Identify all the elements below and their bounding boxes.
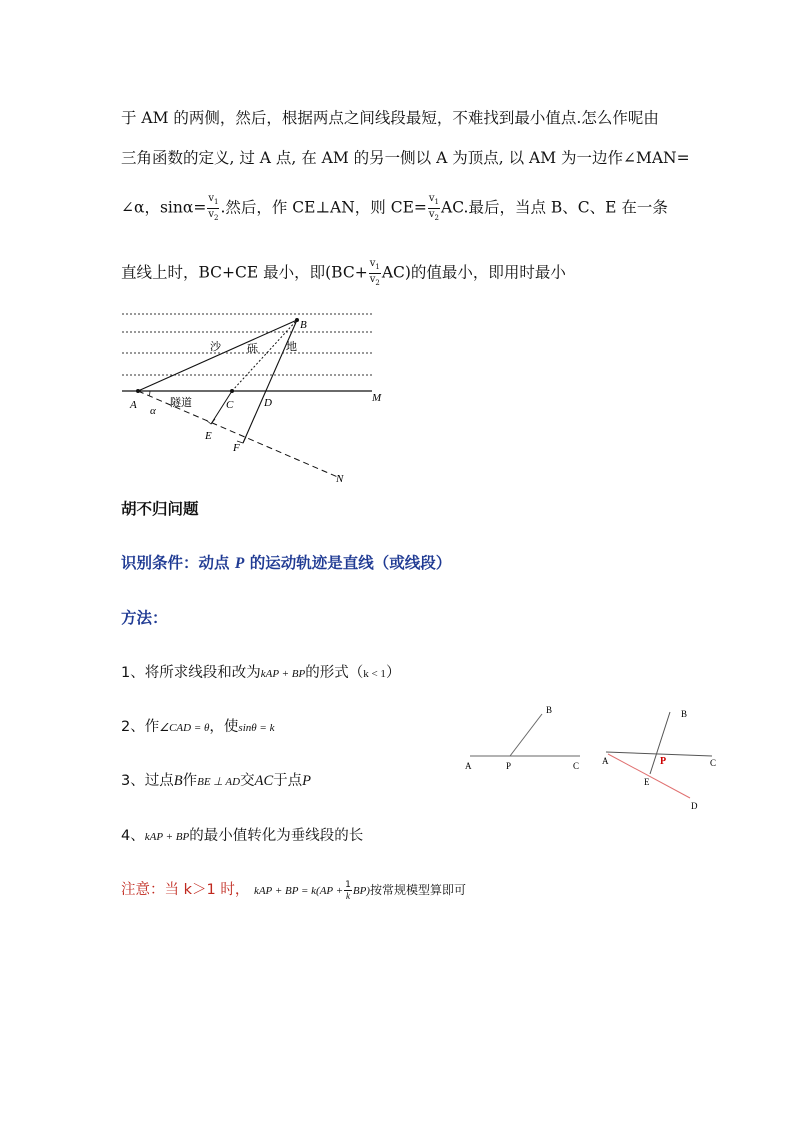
fig3-label-b: B bbox=[681, 709, 688, 719]
note-line bbox=[121, 878, 466, 901]
point-b bbox=[295, 318, 299, 322]
line-ac bbox=[606, 752, 712, 756]
label-m: M bbox=[372, 392, 382, 404]
label-b: B bbox=[300, 319, 307, 331]
fig3-label-e: E bbox=[644, 777, 650, 787]
ray-an bbox=[138, 391, 340, 478]
step-3-expr: BE ⊥ AD bbox=[197, 776, 241, 788]
note-expr-b: BP) bbox=[352, 885, 370, 897]
step-1-text-b: 的形式（ bbox=[305, 665, 364, 681]
para-line-3b: .然后，作 CE⊥AN，则 CE= bbox=[220, 198, 427, 217]
step-1-text-c: ） bbox=[385, 665, 401, 681]
sand-gravel-diagram bbox=[110, 300, 400, 490]
label-a: A bbox=[130, 399, 137, 411]
label-sand-3: 地 bbox=[286, 341, 297, 353]
para-line-3c: AC.最后，当点 B、C、E 在一条 bbox=[441, 198, 668, 217]
note-prefix: 注意：当 k＞1 时， bbox=[121, 882, 250, 898]
section-title: 胡不归问题 bbox=[121, 500, 199, 518]
para-line-1: 于 AM 的两侧，然后，根据两点之间线段最短，不难找到最小值点.怎么作呢由 bbox=[121, 109, 659, 127]
step-1 bbox=[121, 661, 400, 682]
label-alpha: α bbox=[150, 405, 156, 417]
figure-apc-basic bbox=[460, 700, 590, 780]
note-fraction: $\frac{1}{k}$ bbox=[345, 879, 351, 901]
step-3-p: P bbox=[302, 773, 311, 789]
step-4-text-b: 的最小值转化为垂线段的长 bbox=[189, 828, 364, 844]
segment-ab bbox=[138, 320, 297, 391]
alpha-arc bbox=[149, 391, 150, 396]
fig2-label-p: P bbox=[506, 761, 512, 771]
segment-fb bbox=[243, 320, 297, 443]
step-3-text-c: 交 bbox=[240, 773, 255, 789]
label-tunnel: 隧道 bbox=[170, 397, 192, 409]
step-3-text-b: 作 bbox=[182, 773, 198, 789]
para-line-3a: ∠α，sinα= bbox=[121, 198, 207, 217]
step-2-text: 2、作 bbox=[121, 719, 160, 735]
step-2 bbox=[121, 715, 274, 736]
fraction-v1-v2: $\frac{v_1}{v_2}$ bbox=[369, 258, 380, 287]
label-sand-2: 砾 bbox=[247, 343, 258, 355]
label-c: C bbox=[226, 399, 234, 411]
fig2-label-b: B bbox=[546, 705, 553, 715]
step-3-ac: AC bbox=[254, 773, 274, 789]
method-label: 方法： bbox=[121, 609, 168, 627]
condition-rest: 的运动轨迹是直线（或线段） bbox=[249, 554, 452, 572]
step-1-expr: kAP + BP bbox=[260, 668, 306, 680]
fig2-label-a: A bbox=[465, 761, 472, 771]
label-n: N bbox=[336, 473, 344, 485]
step-1-cond: k < 1 bbox=[363, 668, 386, 680]
note-suffix: 按常规模型算即可 bbox=[369, 883, 466, 897]
step-2-expr: ∠CAD = θ bbox=[159, 722, 210, 734]
step-2-text-b: ，使 bbox=[209, 719, 239, 735]
ray-ad bbox=[608, 754, 690, 798]
para-line-4 bbox=[121, 258, 566, 289]
step-4-expr: kAP + BP bbox=[144, 831, 190, 843]
fig3-label-d: D bbox=[691, 801, 698, 811]
step-4-text: 4、 bbox=[121, 828, 145, 844]
segment-pb bbox=[510, 714, 542, 756]
fig3-label-p: P bbox=[660, 756, 667, 767]
step-3-text-d: 于点 bbox=[273, 773, 303, 789]
segment-cb bbox=[232, 320, 297, 391]
step-2-expr2: sinθ = k bbox=[238, 722, 275, 734]
para-line-4a: 直线上时，BC+CE 最小，即(BC+ bbox=[121, 263, 368, 282]
note-expr-a: kAP + BP = k(AP + bbox=[253, 885, 344, 897]
label-f: F bbox=[233, 442, 240, 454]
condition-label: 识别条件：动点 bbox=[121, 554, 230, 572]
fraction-v1-v2: $\frac{v_1}{v_2}$ bbox=[428, 193, 440, 222]
label-d: D bbox=[264, 397, 272, 409]
point-c bbox=[230, 389, 234, 393]
step-3 bbox=[121, 769, 311, 790]
condition-var: P bbox=[234, 555, 245, 572]
label-e: E bbox=[205, 430, 212, 442]
step-3-text: 3、过点 bbox=[121, 773, 174, 789]
para-line-3 bbox=[121, 193, 668, 224]
para-line-2: 三角函数的定义, 过 A 点, 在 AM 的另一侧以 A 为顶点, 以 AM 为一边作∠MAN= bbox=[121, 149, 690, 167]
fig2-label-c: C bbox=[573, 761, 580, 771]
fraction-v1-v2: $\frac{v_1}{v_2}$ bbox=[208, 193, 219, 222]
note-formula bbox=[253, 879, 466, 901]
step-4 bbox=[121, 824, 363, 845]
para-line-4b: AC)的值最小，即用时最小 bbox=[381, 263, 566, 282]
label-sand-1: 沙 bbox=[210, 341, 221, 353]
point-a bbox=[136, 389, 140, 393]
fig3-label-a: A bbox=[602, 756, 609, 766]
step-1-text: 1、将所求线段和改为 bbox=[121, 665, 261, 681]
fig3-label-c: C bbox=[710, 758, 717, 768]
figure-apc-perpendicular bbox=[596, 700, 726, 815]
condition-line bbox=[121, 551, 451, 573]
step-3-b: B bbox=[173, 773, 183, 789]
